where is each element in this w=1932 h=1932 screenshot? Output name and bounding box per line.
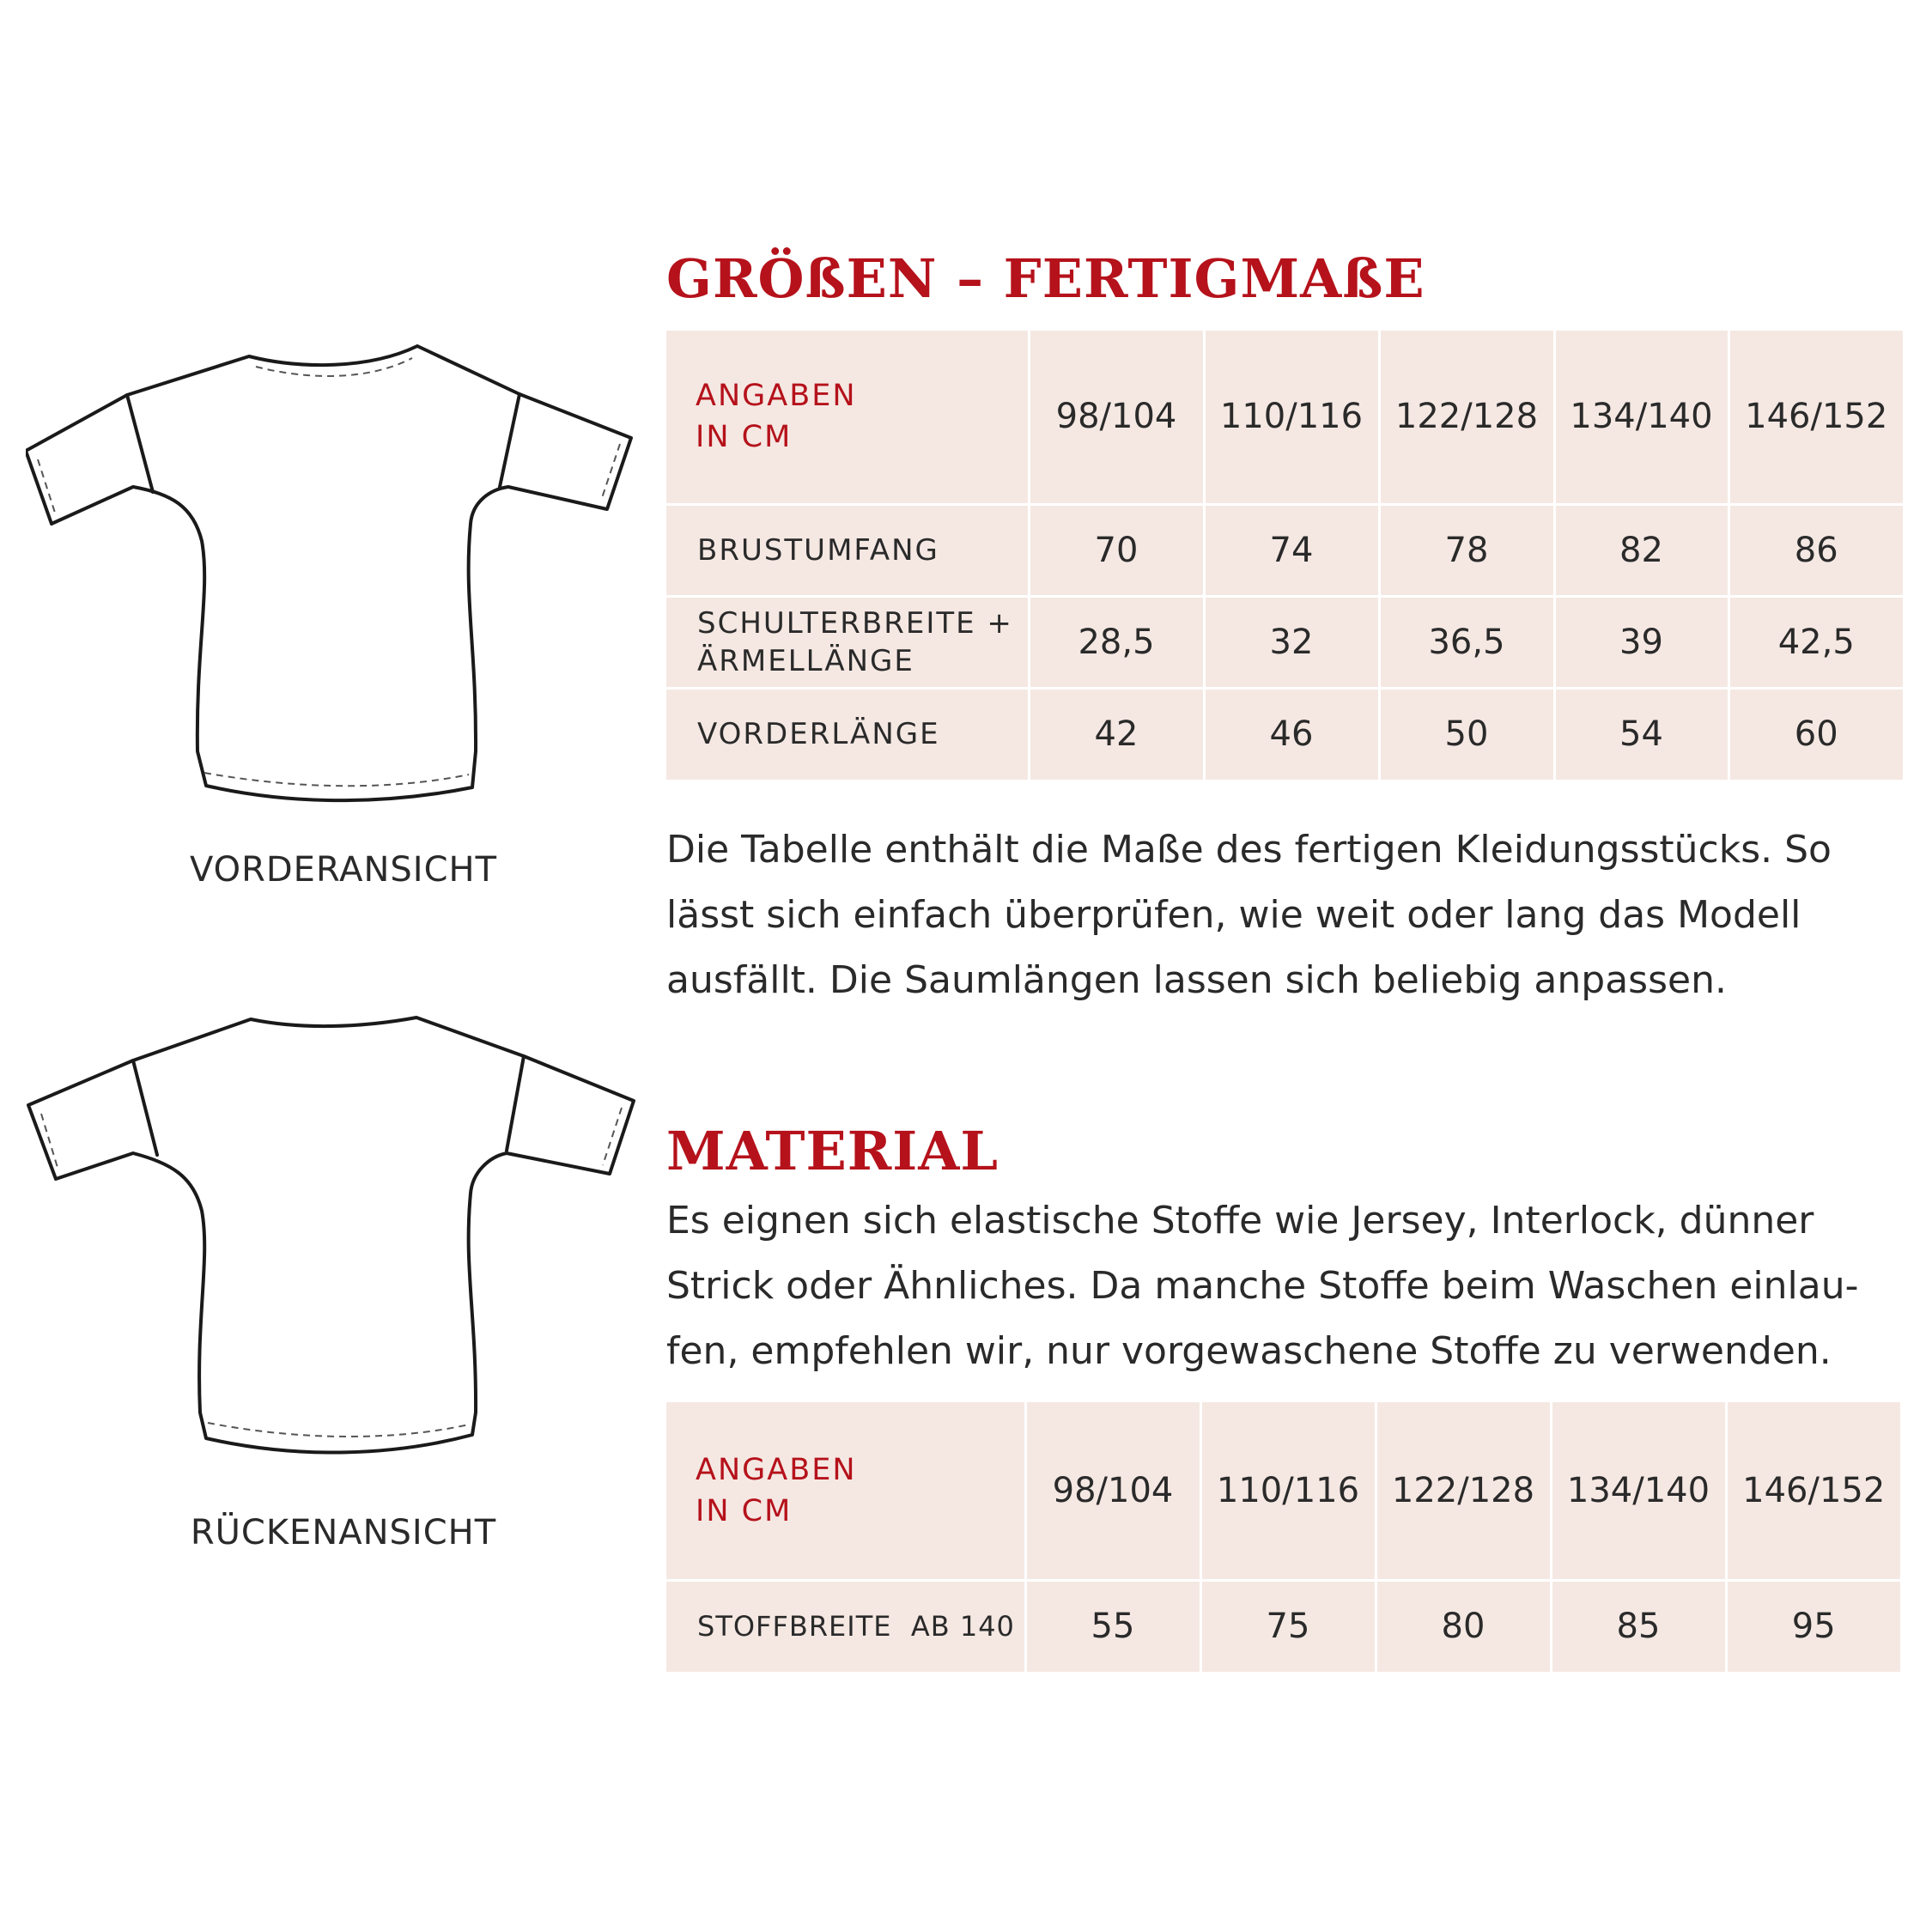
- sizes-heading: GRÖßEN – FERTIGMAßE: [666, 247, 1425, 310]
- table-cell: 36,5: [1379, 596, 1554, 688]
- table-cell: 55: [1025, 1580, 1200, 1672]
- sizes-note: Die Tabelle enthält die Maße des fertigen Kleidungsstücks. So lässt sich einfach überprüfen, wie weit oder lang das Modell ausfällt. Die Saumlängen lassen sich beliebig anpassen.: [666, 828, 1832, 1002]
- table-cell: 42,5: [1728, 596, 1903, 688]
- material-table: [666, 1402, 1900, 1672]
- row-label-line-1: SCHULTERBREITE +: [697, 605, 1013, 641]
- corner-line-2: IN CM: [696, 1493, 793, 1528]
- table-cell: 70: [1029, 504, 1204, 596]
- row-label: VORDERLÄNGE: [666, 688, 1029, 780]
- size-column-header: 122/128: [1379, 331, 1554, 504]
- table-cell: 50: [1379, 688, 1554, 780]
- table-cell: 74: [1204, 504, 1379, 596]
- table-cell: 86: [1728, 504, 1903, 596]
- row-label: STOFFBREITE AB 140: [666, 1580, 1025, 1672]
- sizes-header-row: [666, 331, 1903, 504]
- back-view-sketch: [26, 1009, 644, 1455]
- table-row: [666, 596, 1903, 688]
- size-column-header: 98/104: [1025, 1402, 1200, 1580]
- front-view-sketch: [26, 339, 644, 803]
- size-column-header: 146/152: [1726, 1402, 1900, 1580]
- table-cell: 32: [1204, 596, 1379, 688]
- corner-line-1: ANGABEN: [696, 1452, 857, 1487]
- table-cell: 28,5: [1029, 596, 1204, 688]
- sizes-corner-cell: [666, 331, 1029, 504]
- corner-line-1: ANGABEN: [696, 379, 857, 414]
- table-cell: 42: [1029, 688, 1204, 780]
- corner-line-2: IN CM: [696, 420, 793, 455]
- sizes-table: [666, 331, 1903, 780]
- material-heading: MATERIAL: [666, 1120, 999, 1182]
- table-cell: 82: [1554, 504, 1728, 596]
- size-column-header: 134/140: [1554, 331, 1728, 504]
- table-cell: 54: [1554, 688, 1728, 780]
- table-cell: 46: [1204, 688, 1379, 780]
- table-cell: 85: [1551, 1580, 1726, 1672]
- material-header-row: [666, 1402, 1900, 1580]
- back-view-label: RÜCKENANSICHT: [190, 1513, 497, 1552]
- table-cell: 75: [1200, 1580, 1376, 1672]
- table-cell: 60: [1794, 714, 1838, 755]
- table-row: [666, 1580, 1900, 1672]
- material-text: Es eignen sich elastische Stoffe wie Jersey, Interlock, dünner Strick oder Ähnliches. Da manche Stoffe beim Waschen einlau-fen, empfehlen wir, nur vorgewaschene Stoffe zu verwenden.: [666, 1199, 1859, 1373]
- table-cell: 39: [1554, 596, 1728, 688]
- size-column-header: 146/152: [1728, 331, 1903, 504]
- size-column-header: 110/116: [1204, 331, 1379, 504]
- row-label: [666, 596, 1029, 688]
- table-row: [666, 688, 1903, 780]
- size-column-header: 98/104: [1029, 331, 1204, 504]
- row-label-line-2: ÄRMELLÄNGE: [697, 643, 914, 678]
- table-cell: 95: [1791, 1607, 1836, 1647]
- table-cell: 80: [1376, 1580, 1551, 1672]
- front-view-label: VORDERANSICHT: [189, 850, 498, 890]
- table-row: [666, 504, 1903, 596]
- size-column-header: 134/140: [1551, 1402, 1726, 1580]
- row-label: BRUSTUMFANG: [666, 504, 1029, 596]
- material-corner-cell: [666, 1402, 1025, 1580]
- size-column-header: 122/128: [1376, 1402, 1551, 1580]
- size-column-header: 110/116: [1200, 1402, 1376, 1580]
- table-cell: 78: [1379, 504, 1554, 596]
